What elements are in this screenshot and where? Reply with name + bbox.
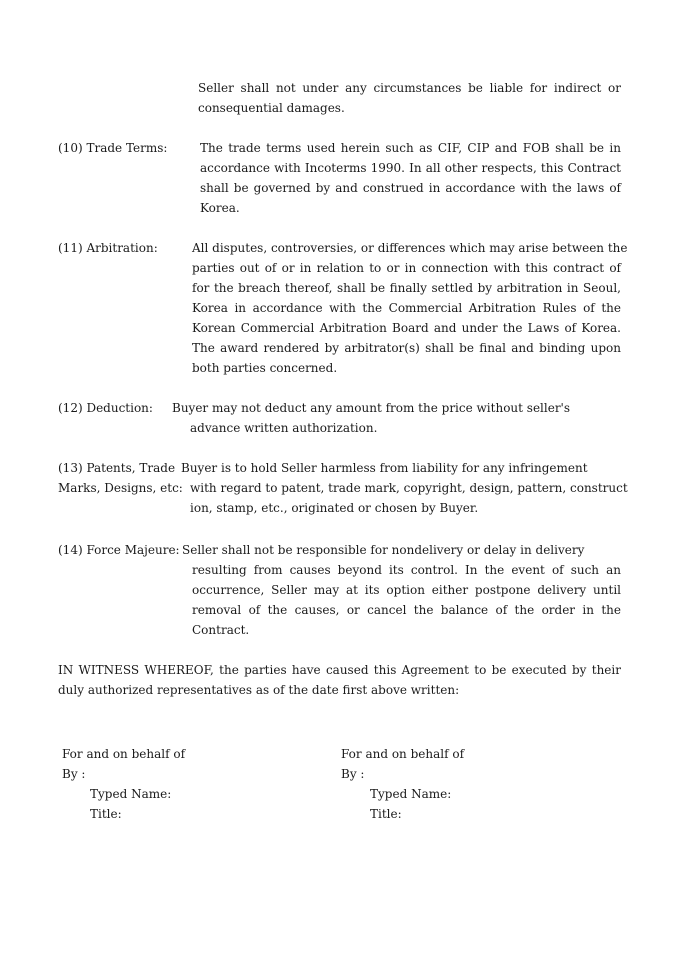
clause-11-line: for the breach thereof, shall be finally settled by arbitration in Seoul, [192, 281, 621, 295]
clause-10-line: The trade terms used herein such as CIF, CIP and FOB shall be in [200, 141, 621, 155]
signature-title-label: Title: [370, 807, 402, 821]
clause-9-line: Seller shall not under any circumstances be liable for indirect or [198, 81, 621, 95]
clause-10-line: accordance with Incoterms 1990. In all other respects, this Contract [200, 161, 621, 175]
clause-11-line: both parties concerned. [192, 361, 338, 375]
clause-11-line: All disputes, controversies, or differences which may arise between the [192, 241, 628, 255]
clause-13-heading: (13) Patents, Trade [58, 461, 176, 475]
signature-title-label: Title: [90, 807, 122, 821]
clause-12-line: advance written authorization. [190, 421, 378, 435]
clause-10-line: shall be governed by and construed in accordance with the laws of [200, 181, 621, 195]
clause-12-line: Buyer may not deduct any amount from the price without seller's [172, 401, 571, 415]
clause-13-heading-continued: Marks, Designs, etc: [58, 481, 183, 495]
clause-11-line: The award rendered by arbitrator(s) shall be final and binding upon [192, 341, 621, 355]
clause-14-line: removal of the causes, or cancel the balance of the order in the [192, 603, 621, 617]
signature-typed-name-label: Typed Name: [370, 787, 452, 801]
clause-13-line: with regard to patent, trade mark, copyright, design, pattern, construct [190, 481, 628, 495]
clause-14-line: Contract. [192, 623, 250, 637]
clause-11-line: parties out of or in relation to or in connection with this contract of [192, 261, 621, 275]
clause-12-heading: (12) Deduction: [58, 401, 153, 415]
signature-typed-name-label: Typed Name: [90, 787, 172, 801]
clause-14-line: occurrence, Seller may at its option either postpone delivery until [192, 583, 621, 597]
signature-behalf-label: For and on behalf of [62, 747, 186, 761]
clause-13-line: Buyer is to hold Seller harmless from liability for any infringement [181, 461, 588, 475]
clause-14-heading: (14) Force Majeure: [58, 543, 180, 557]
witness-line: duly authorized representatives as of the date first above written: [58, 683, 460, 697]
signature-behalf-label: For and on behalf of [341, 747, 465, 761]
clause-14-line: Seller shall not be responsible for nondelivery or delay in delivery [182, 543, 585, 557]
clause-14-line: resulting from causes beyond its control. In the event of such an [192, 563, 621, 577]
clause-10-line: Korea. [200, 201, 240, 215]
clause-9-line: consequential damages. [198, 101, 345, 115]
witness-line: IN WITNESS WHEREOF, the parties have caused this Agreement to be executed by their [58, 663, 621, 677]
signature-by-label: By : [341, 767, 365, 781]
clause-10-heading: (10) Trade Terms: [58, 141, 168, 155]
clause-11-heading: (11) Arbitration: [58, 241, 158, 255]
clause-11-line: Korean Commercial Arbitration Board and under the Laws of Korea. [192, 321, 621, 335]
signature-by-label: By : [62, 767, 86, 781]
clause-13-line: ion, stamp, etc., originated or chosen by Buyer. [190, 501, 479, 515]
clause-11-line: Korea in accordance with the Commercial Arbitration Rules of the [192, 301, 621, 315]
